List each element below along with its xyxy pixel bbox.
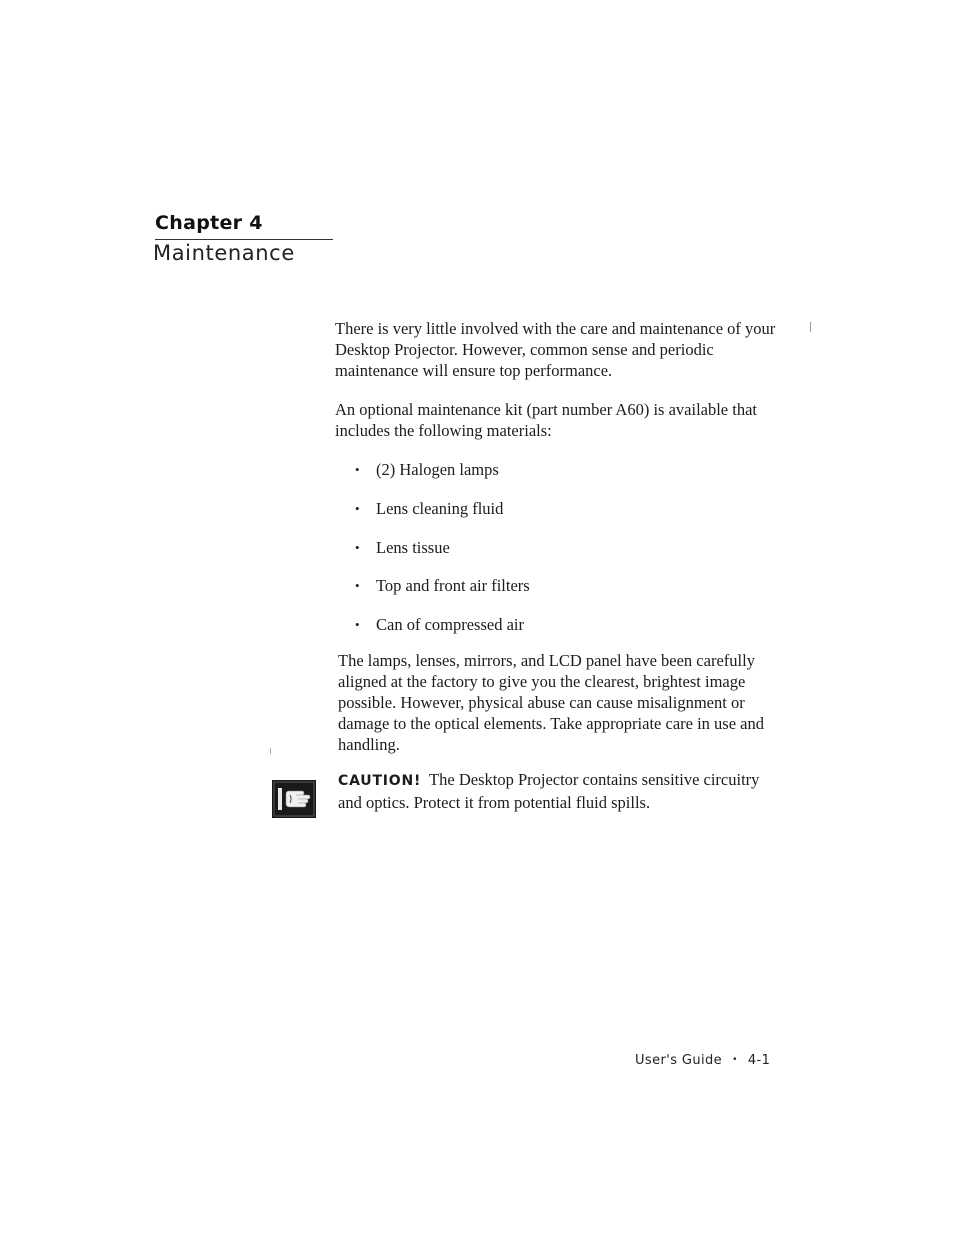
- page-footer: [635, 1053, 770, 1068]
- bullet-icon: •: [355, 500, 360, 516]
- caution-note: [338, 769, 778, 813]
- scan-speck: [810, 322, 811, 332]
- footer-guide: User's Guide: [635, 1053, 723, 1068]
- bullet-icon: •: [355, 578, 360, 594]
- footer-separator: •: [732, 1055, 738, 1065]
- list-item: [355, 498, 530, 537]
- alignment-paragraph: The lamps, lenses, mirrors, and LCD panel have been carefully aligned at the factory to give you the clearest, brightest image possible. However, physical abuse can cause misalignment or damage to the optical elements. Take appropriate care in use and handling.: [338, 651, 764, 754]
- bullet-icon: •: [355, 539, 360, 555]
- list-item: [355, 575, 530, 614]
- list-item: [355, 614, 530, 653]
- footer-page-number: 4-1: [747, 1053, 771, 1068]
- list-item-text: Can of compressed air: [376, 615, 524, 635]
- kit-items-list: [355, 459, 530, 653]
- list-item-text: (2) Halogen lamps: [376, 460, 499, 479]
- bullet-icon: •: [355, 462, 360, 477]
- caution-label: CAUTION!: [338, 773, 422, 789]
- pointing-hand-icon: [272, 780, 316, 818]
- scan-speck: [270, 748, 271, 754]
- caution-text: The Desktop Projector contains sensitive circuitry and optics. Protect it from potential fluid spills.: [338, 770, 760, 812]
- chapter-label: Chapter 4: [155, 212, 263, 234]
- chapter-title: Maintenance: [153, 241, 295, 265]
- intro-paragraph: There is very little involved with the care and maintenance of your Desktop Projector. However, common sense and periodic maintenance will ensure top performance.: [335, 319, 776, 380]
- chapter-rule: [155, 239, 333, 240]
- list-item-text: Top and front air filters: [376, 576, 530, 596]
- list-item-text: Lens tissue: [376, 537, 450, 557]
- kit-paragraph: An optional maintenance kit (part number A60) is available that includes the following materials:: [335, 400, 757, 440]
- list-item: [355, 537, 530, 576]
- list-item-text: Lens cleaning fluid: [376, 498, 504, 518]
- list-item: [355, 459, 530, 498]
- bullet-icon: •: [355, 617, 360, 633]
